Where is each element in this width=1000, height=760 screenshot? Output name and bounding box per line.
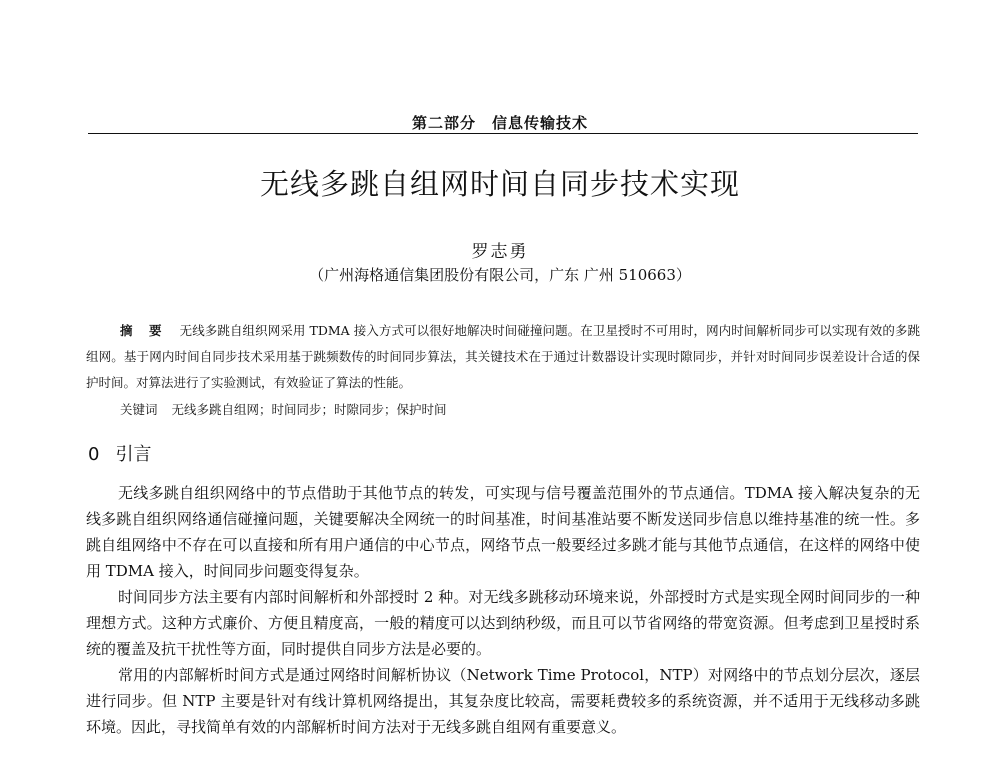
abstract-label: 摘 要 [120, 323, 168, 338]
author-name: 罗志勇 [471, 242, 529, 262]
keywords-text: 无线多跳自组网；时间同步；时隙同步；保护时间 [171, 402, 447, 417]
running-head: 第二部分 信息传输技术 [411, 114, 588, 132]
keywords [120, 400, 920, 420]
paper-title: 无线多跳自组网时间自同步技术实现 [259, 167, 740, 201]
section-heading [88, 440, 151, 466]
author-affiliation: （广州海格通信集团股份有限公司，广东 广州 510663） [309, 266, 691, 284]
abstract [86, 318, 920, 396]
keywords-label: 关键词 [120, 402, 158, 417]
section-number: 0 [88, 444, 100, 465]
paragraph: 时间同步方法主要有内部时间解析和外部授时 2 种。对无线多跳移动环境来说，外部授时方式是实现全网时间同步的一种理想方式。这种方式廉价、方便且精度高，一般的精度可以达到纳秒级，而且可以节省网络的带宽资源。但考虑到卫星授时系统的覆盖及抗干扰性等方面，同时提供自同步方法是必要的。 [86, 588, 920, 658]
body-text [86, 480, 920, 740]
paragraph: 常用的内部解析时间方式是通过网络时间解析协议（Network Time Protocol，NTP）对网络中的节点划分层次，逐层进行同步。但 NTP 主要是针对有线计算机网络提出，其复杂度比较高，需要耗费较多的系统资源，并不适用于无线移动多跳环境。因此，寻找简单有效的内部解析时间方法对于无线多跳自组网有重要意义。 [86, 666, 920, 736]
section-title: 引言 [115, 444, 152, 465]
paragraph: 无线多跳自组织网络中的节点借助于其他节点的转发，可实现与信号覆盖范围外的节点通信。TDMA 接入解决复杂的无线多跳自组织网络通信碰撞问题，关键要解决全网统一的时间基准，时间基准站要不断发送同步信息以维持基准的统一性。多跳自组网络中不存在可以直接和所有用户通信的中心节点，网络节点一般要经过多跳才能与其他节点通信，在这样的网络中使用 TDMA 接入，时间同步问题变得复杂。 [86, 484, 920, 580]
abstract-text: 无线多跳自组织网采用 TDMA 接入方式可以很好地解决时间碰撞问题。在卫星授时不可用时，网内时间解析同步可以实现有效的多跳组网。基于网内时间自同步技术采用基于跳频数传的时间同步算法，其关键技术在于通过计数器设计实现时隙同步，并针对时间同步误差设计合适的保护时间。对算法进行了实验测试，有效验证了算法的性能。 [86, 323, 920, 390]
header-rule [88, 133, 918, 134]
